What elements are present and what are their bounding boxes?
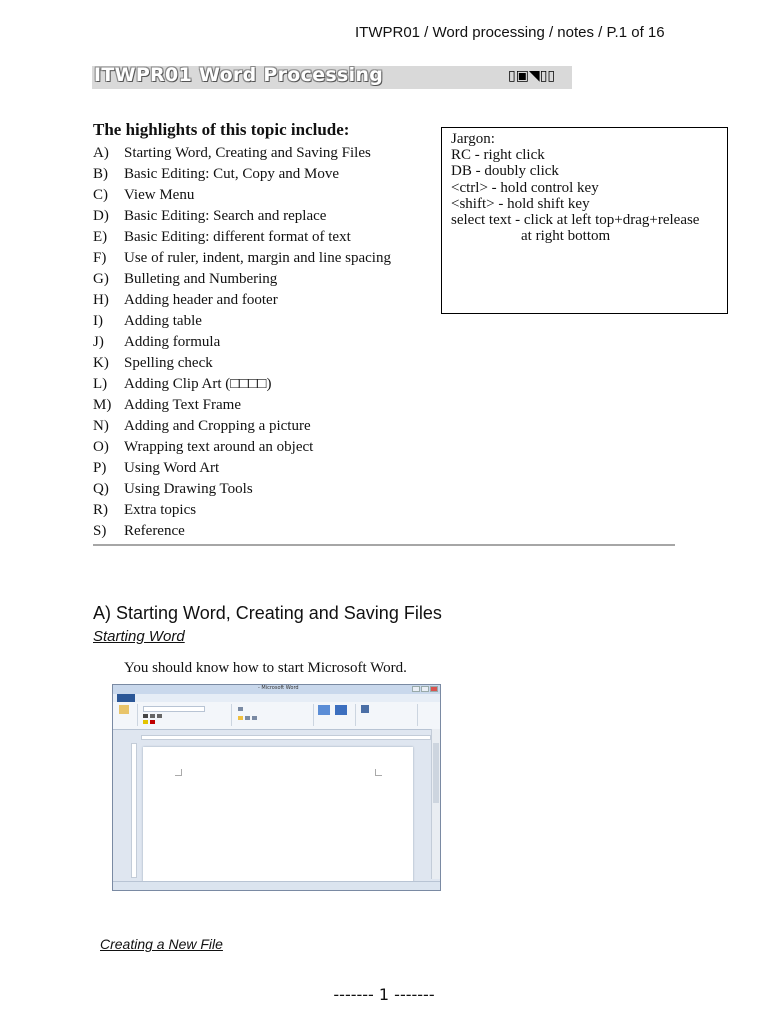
align-left-icon <box>238 716 243 720</box>
highlight-text: Basic Editing: different format of text <box>124 229 351 245</box>
styles-icon <box>318 705 330 715</box>
highlight-text: Basic Editing: Cut, Copy and Move <box>124 166 339 182</box>
jargon-box <box>441 127 728 314</box>
jargon-line: Jargon: <box>451 131 495 147</box>
word-file-tab <box>117 694 135 702</box>
highlights-list <box>93 143 391 542</box>
highlight-letter: A) <box>93 145 109 161</box>
highlights-heading: The highlights of this topic include: <box>93 120 350 139</box>
page-footer: ------- 1 ------- <box>333 985 435 1004</box>
highlight-item <box>93 416 391 437</box>
highlight-item <box>93 437 391 458</box>
highlight-icon <box>143 720 148 724</box>
highlight-item <box>93 479 391 500</box>
highlight-text: Use of ruler, indent, margin and line spacing <box>124 250 391 266</box>
highlight-letter: O) <box>93 439 109 455</box>
highlight-item <box>93 227 391 248</box>
highlight-letter: D) <box>93 208 109 224</box>
highlight-letter: K) <box>93 355 109 371</box>
jargon-line: <shift> - hold shift key <box>451 195 590 212</box>
highlight-letter: N) <box>93 418 109 434</box>
highlight-letter: P) <box>93 460 107 476</box>
highlight-item <box>93 311 391 332</box>
word-status-bar <box>113 881 440 890</box>
minimize-icon <box>412 686 420 692</box>
font-name-box <box>143 706 205 712</box>
highlight-text: Adding and Cropping a picture <box>124 418 311 434</box>
jargon-line: DB - doubly click <box>451 163 559 180</box>
highlight-text: Extra topics <box>124 502 197 518</box>
word-ruler <box>141 735 431 740</box>
word-vertical-ruler <box>131 743 137 878</box>
highlight-text: Reference <box>124 523 185 539</box>
subheading-creating-file: Creating a New File <box>100 936 223 952</box>
highlight-text: Spelling check <box>124 355 213 371</box>
horizontal-rule <box>93 544 675 546</box>
word-window-title: - Microsoft Word <box>258 685 299 691</box>
highlight-letter: G) <box>93 271 109 287</box>
highlight-letter: B) <box>93 166 108 182</box>
word-ribbon-tabs <box>113 694 440 702</box>
word-blank-page <box>143 747 413 883</box>
close-icon <box>430 686 438 692</box>
highlight-letter: S) <box>93 523 107 539</box>
highlight-letter: L) <box>93 376 108 392</box>
highlight-item <box>93 290 391 311</box>
highlight-item <box>93 500 391 521</box>
highlight-letter: E) <box>93 229 108 245</box>
align-right-icon <box>252 716 257 720</box>
jargon-line: at right bottom <box>521 228 611 245</box>
align-center-icon <box>245 716 250 720</box>
word-scroll-thumb <box>433 743 439 803</box>
highlight-letter: F) <box>93 250 107 266</box>
underline-icon <box>157 714 162 718</box>
highlight-text: View Menu <box>124 187 195 203</box>
section-heading: A) Starting Word, Creating and Saving Files <box>93 603 442 623</box>
highlight-text: Adding table <box>124 313 202 329</box>
highlight-text: Bulleting and Numbering <box>124 271 278 287</box>
maximize-icon <box>421 686 429 692</box>
bold-icon <box>143 714 148 718</box>
find-icon <box>361 705 369 713</box>
highlight-item <box>93 332 391 353</box>
highlight-text: Adding formula <box>124 334 221 350</box>
jargon-line: RC - right click <box>451 147 545 164</box>
change-styles-icon <box>335 705 347 715</box>
document-title: ITWPR01 Word Processing <box>94 64 384 86</box>
jargon-line: select text - click at left top+drag+release <box>451 212 700 229</box>
highlight-item <box>93 248 391 269</box>
highlight-letter: Q) <box>93 481 109 497</box>
highlight-letter: C) <box>93 187 108 203</box>
highlight-text: Starting Word, Creating and Saving Files <box>124 145 371 161</box>
highlight-text: Adding Text Frame <box>124 397 241 413</box>
window-controls <box>412 686 438 692</box>
ribbon-group <box>233 704 314 726</box>
highlight-item <box>93 353 391 374</box>
italic-icon <box>150 714 155 718</box>
highlight-text: Basic Editing: Search and replace <box>124 208 327 224</box>
highlight-letter: I) <box>93 313 103 329</box>
highlight-text: Using Word Art <box>124 460 220 476</box>
font-color-icon <box>150 720 155 724</box>
title-icons: ▯▣◥▯▯ <box>508 68 556 84</box>
highlight-letter: R) <box>93 502 108 518</box>
highlight-letter: J) <box>93 334 104 350</box>
highlight-text: Adding header and footer <box>124 292 278 308</box>
word-screenshot <box>112 684 441 891</box>
highlight-text: Wrapping text around an object <box>124 439 314 455</box>
highlight-text: Adding Clip Art (□□□□) <box>124 376 272 392</box>
highlight-item <box>93 269 391 290</box>
margin-corner <box>375 769 382 776</box>
bullets-icon <box>238 707 243 711</box>
highlight-item <box>93 521 391 542</box>
highlight-item <box>93 185 391 206</box>
highlight-item <box>93 206 391 227</box>
highlight-letter: M) <box>93 397 112 413</box>
highlight-item <box>93 143 391 164</box>
highlight-item <box>93 458 391 479</box>
body-paragraph: You should know how to start Microsoft Word. <box>124 660 407 676</box>
highlight-item <box>93 164 391 185</box>
jargon-line: <ctrl> - hold control key <box>451 179 599 196</box>
subheading-starting-word: Starting Word <box>93 628 185 645</box>
highlight-item <box>93 374 391 395</box>
highlight-text: Using Drawing Tools <box>124 481 253 497</box>
page-header: ITWPR01 / Word processing / notes / P.1 of 16 <box>355 24 665 41</box>
highlight-item <box>93 395 391 416</box>
highlight-letter: H) <box>93 292 109 308</box>
margin-corner <box>175 769 182 776</box>
paste-icon <box>119 705 129 714</box>
